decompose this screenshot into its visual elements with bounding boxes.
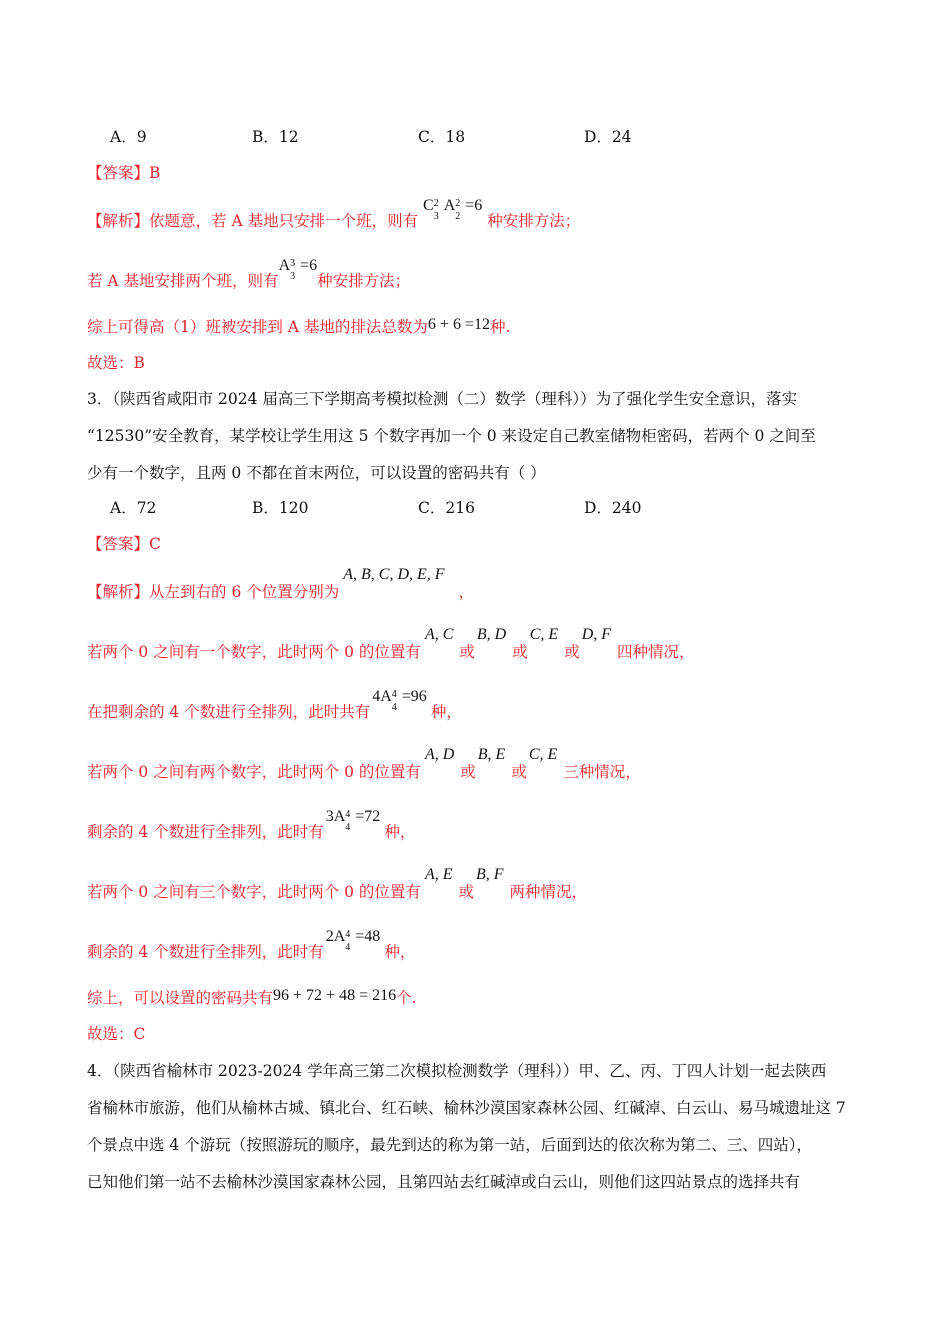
q3-a3-formula: 4A 4 4 =96 xyxy=(372,688,427,714)
q3-a6-pair-1: A, E xyxy=(424,866,453,883)
q3-a5-coef: 3A xyxy=(325,808,346,825)
q3-option-c: C．216 xyxy=(418,499,475,517)
q3-a2-or-2: 或 xyxy=(512,643,528,661)
q3-a6-end: 两种情况， xyxy=(509,883,588,901)
q2-analysis-line2 xyxy=(87,257,411,293)
q3-a4-pair-1: A, D xyxy=(424,746,455,763)
q3-a4-or-2: 或 xyxy=(511,763,527,781)
q2-l3-formula: 6 + 6 =12 xyxy=(427,316,490,333)
q3-option-b: B．120 xyxy=(252,499,309,517)
q3-analysis-line5 xyxy=(87,808,416,844)
q2-l1-formula-eq: =6 xyxy=(465,197,483,214)
q3-a1-positions: A, B, C, D, E, F xyxy=(343,566,445,583)
q2-option-c: C．18 xyxy=(418,128,466,146)
q3-stem-line2: “12530”安全教育，某学校让学生用这 5 个数字再加一个 0 来设定自己教室储物柜密码，若两个 0 之间至 xyxy=(87,427,816,445)
q3-choice: 故选：C xyxy=(87,1025,146,1043)
q3-a5-eq: =72 xyxy=(355,808,381,825)
q3-a2-text: 若两个 0 之间有一个数字，此时两个 0 的位置有 xyxy=(87,643,421,661)
q3-a7-end: 种， xyxy=(384,943,416,961)
q3-a5-end: 种， xyxy=(384,823,416,841)
q4-stem-line2: 省榆林市旅游，他们从榆林古城、镇北台、红石峡、榆林沙漠国家森林公园、红碱淖、白云山、易马城遗址这 7 xyxy=(87,1099,846,1117)
q3-a6-text: 若两个 0 之间有三个数字，此时两个 0 的位置有 xyxy=(87,883,421,901)
q3-a7-coef: 2A xyxy=(325,928,346,945)
q2-choice: 故选：B xyxy=(87,354,145,372)
q2-l3-end: 种. xyxy=(489,318,511,336)
q3-a7-text: 剩余的 4 个数进行全排列，此时有 xyxy=(87,943,324,961)
q3-a6-or-1: 或 xyxy=(458,883,474,901)
q2-option-d: D．24 xyxy=(584,128,632,146)
q3-a4-or-1: 或 xyxy=(460,763,476,781)
q3-a2-or-1: 或 xyxy=(459,643,475,661)
q4-stem-line3: 个景点中选 4 个游玩（按照游玩的顺序，最先到达的称为第一站，后面到达的依次称为第二、三、四站）， xyxy=(87,1136,812,1154)
q2-analysis-line1 xyxy=(87,197,581,233)
q3-analysis-line6 xyxy=(87,866,588,904)
q2-l1-text: 依题意，若 A 基地只安排一个班，则有 xyxy=(149,212,419,230)
q3-a2-pair-3: C, E xyxy=(529,626,559,643)
q3-a7-eq: =48 xyxy=(355,928,381,945)
q3-a3-text: 在把剩余的 4 个数进行全排列，此时共有 xyxy=(87,703,371,721)
q3-a8-text: 综上，可以设置的密码共有 xyxy=(87,989,274,1007)
q2-l3-text: 综上可得高（1）班被安排到 A 基地的排法总数为 xyxy=(87,318,428,336)
q3-a4-pair-2: B, E xyxy=(477,746,506,763)
q2-l2-end: 种安排方法； xyxy=(317,272,411,290)
q3-answer: 【答案】C xyxy=(87,535,161,553)
q2-l2-text: 若 A 基地安排两个班，则有 xyxy=(87,272,279,290)
q3-analysis-line2 xyxy=(87,626,695,664)
q3-option-a: A．72 xyxy=(110,499,157,517)
q3-a8-formula: 96 + 72 + 48 = 216 xyxy=(273,987,397,1004)
q3-analysis-line1 xyxy=(87,566,475,604)
q2-option-b: B．12 xyxy=(252,128,299,146)
q3-a1-end: ， xyxy=(458,583,475,601)
analysis-tag: 【解析】 xyxy=(87,583,150,601)
q3-option-d: D．240 xyxy=(584,499,642,517)
q3-a7-formula: 2A 4 4 =48 xyxy=(325,928,381,954)
q2-l1-end: 种安排方法； xyxy=(487,212,581,230)
q3-a3-eq: =96 xyxy=(401,688,427,705)
q3-a3-end: 种， xyxy=(430,703,462,721)
q3-a4-text: 若两个 0 之间有两个数字，此时两个 0 的位置有 xyxy=(87,763,421,781)
q3-analysis-line7 xyxy=(87,928,416,964)
q3-a2-pair-4: D, F xyxy=(581,626,612,643)
q4-stem-line4: 已知他们第一站不去榆林沙漠国家森林公园，且第四站去红碱淖或白云山，则他们这四站景点的选择共有 xyxy=(87,1173,801,1191)
q4-stem-line1: 4．（陕西省榆林市 2023-2024 学年高三第二次模拟检测数学（理科））甲、乙、丙、丁四人计划一起去陕西 xyxy=(87,1062,827,1080)
q3-a4-pair-3: C, E xyxy=(528,746,558,763)
q3-a8-end: 个. xyxy=(396,989,417,1007)
analysis-tag: 【解析】 xyxy=(87,212,150,230)
q3-a2-or-3: 或 xyxy=(564,643,580,661)
q3-a6-pair-2: B, F xyxy=(476,866,504,883)
q3-a5-formula: 3A 4 4 =72 xyxy=(325,808,381,834)
q3-a4-end: 三种情况， xyxy=(563,763,641,781)
q3-analysis-line3 xyxy=(87,688,462,724)
q3-a2-pair-1: A, C xyxy=(424,626,454,643)
q3-a2-end: 四种情况， xyxy=(617,643,695,661)
q2-l2-formula: A 3 3 =6 xyxy=(278,257,318,283)
q2-option-a: A．9 xyxy=(110,128,147,146)
q3-a5-text: 剩余的 4 个数进行全排列，此时有 xyxy=(87,823,324,841)
q3-stem-line3: 少有一个数字，且两 0 不都在首末两位，可以设置的密码共有（ ） xyxy=(87,464,546,482)
q3-options xyxy=(0,497,950,519)
q3-analysis-line4 xyxy=(87,746,641,784)
q2-l2-formula-eq: =6 xyxy=(300,257,318,274)
q2-analysis-line3 xyxy=(87,316,510,339)
q3-a1-text: 从左到右的 6 个位置分别为 xyxy=(149,583,340,601)
q2-answer: 【答案】B xyxy=(87,164,161,182)
q3-stem-line1: 3．（陕西省咸阳市 2024 届高三下学期高考模拟检测（二）数学（理科））为了强化学生安全意识，落实 xyxy=(87,390,798,408)
q3-a2-pair-2: B, D xyxy=(476,626,507,643)
q3-analysis-line8 xyxy=(87,987,417,1010)
q3-a3-coef: 4A xyxy=(372,688,392,705)
q2-l1-formula: C 2 3 A 2 2 =6 xyxy=(423,197,483,223)
q2-options xyxy=(0,126,950,148)
